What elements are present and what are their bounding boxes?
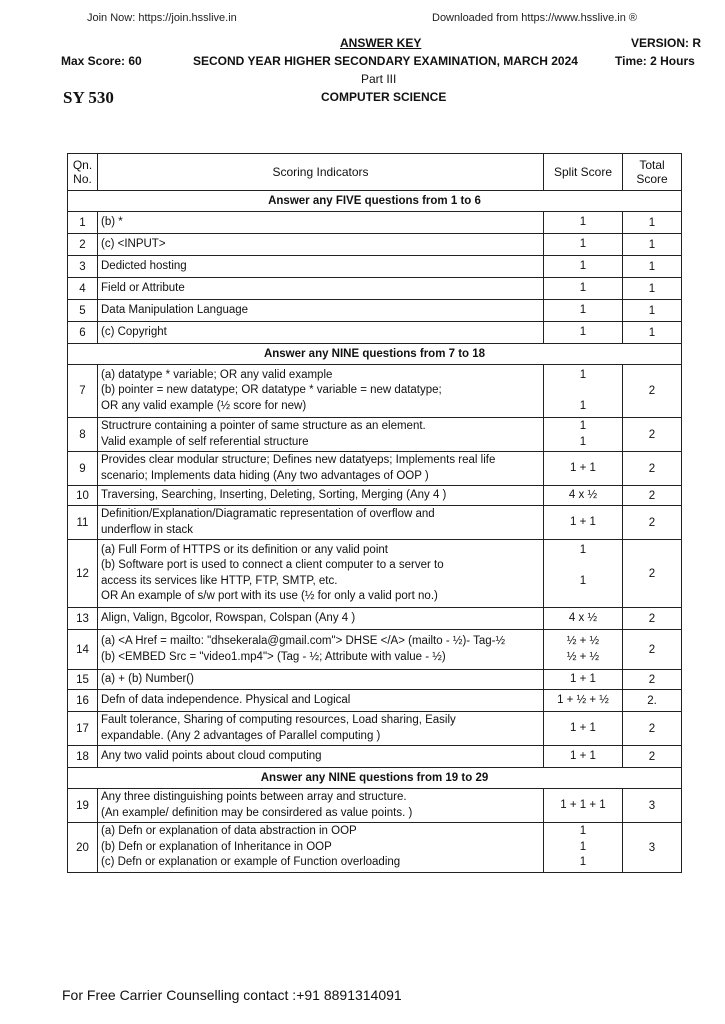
table-row <box>68 630 682 670</box>
header-total-score: Total Score <box>623 154 682 191</box>
total-score: 2 <box>623 746 682 768</box>
part-label: Part III <box>361 72 397 86</box>
time-label: Time: 2 Hours <box>615 54 695 68</box>
split-score <box>544 486 623 506</box>
split-score-value: 1 <box>579 215 587 228</box>
header-scoring-indicators: Scoring Indicators <box>98 154 544 191</box>
indicator-line: (a) datatype * variable; OR any valid example <box>101 368 333 381</box>
total-score: 2 <box>623 452 682 486</box>
scoring-indicator <box>98 418 544 452</box>
split-score-value: ½ + ½ <box>566 635 600 647</box>
split-score <box>544 746 623 768</box>
split-score <box>544 608 623 630</box>
section-heading: Answer any NINE questions from 7 to 18 <box>68 344 682 365</box>
split-score-value <box>547 383 619 399</box>
table-row <box>68 418 682 452</box>
indicator-line: Provides clear modular structure; Defines new datatyeps; Implements real life <box>101 454 496 466</box>
total-score: 2 <box>623 506 682 540</box>
question-number: 19 <box>68 789 98 823</box>
total-score: 2 <box>623 670 682 690</box>
split-score-value: 1 <box>579 325 587 338</box>
split-score-value: 1 + 1 <box>570 515 596 528</box>
split-score-value: 1 <box>579 435 587 448</box>
scoring-indicator <box>98 486 544 506</box>
table-row <box>68 670 682 690</box>
indicator-line: (b) Software port is used to connect a client computer to a server to <box>101 559 444 571</box>
split-score-value <box>547 589 619 605</box>
indicator-line: (b) Defn or explanation of Inheritance in OOP <box>101 840 332 853</box>
table-row <box>68 256 682 278</box>
indicator-line: Traversing, Searching, Inserting, Deleting, Sorting, Merging (Any 4 ) <box>101 488 447 501</box>
scoring-indicator <box>98 506 544 540</box>
indicator-line: Fault tolerance, Sharing of computing resources, Load sharing, Easily <box>101 714 456 726</box>
paper-code: SY 530 <box>63 88 114 107</box>
max-score-label: Max Score: 60 <box>61 54 142 68</box>
total-score: 2 <box>623 608 682 630</box>
scoring-indicator <box>98 608 544 630</box>
table-row <box>68 540 682 608</box>
question-number: 12 <box>68 540 98 608</box>
table-row <box>68 234 682 256</box>
header-split-score: Split Score <box>544 154 623 191</box>
indicator-line: (a) Full Form of HTTPS or its definition or any valid point <box>101 543 388 556</box>
split-score-value <box>547 558 619 574</box>
table-row <box>68 789 682 823</box>
scoring-indicator <box>98 322 544 344</box>
indicator-line: scenario; Implements data hiding (Any two advantages of OOP ) <box>101 469 429 482</box>
indicator-line: (a) + (b) Number() <box>101 672 194 685</box>
indicator-line: OR any valid example (½ score for new) <box>101 399 307 412</box>
scoring-indicator <box>98 212 544 234</box>
split-score-value: 1 <box>579 574 587 587</box>
question-number: 20 <box>68 823 98 873</box>
total-score: 1 <box>623 256 682 278</box>
indicator-line: (b) pointer = new datatype; OR datatype * variable = new datatype; <box>101 384 442 397</box>
indicator-line: expandable. (Any 2 advantages of Parallel computing ) <box>101 729 381 742</box>
indicator-line: (a) Defn or explanation of data abstraction in OOP <box>101 825 357 838</box>
scoring-indicator <box>98 712 544 746</box>
split-score <box>544 690 623 712</box>
total-score: 2 <box>623 712 682 746</box>
split-score-value: 1 <box>579 399 587 412</box>
indicator-line: Valid example of self referential structure <box>101 435 309 448</box>
indicator-line: Dedicted hosting <box>101 259 187 272</box>
split-score <box>544 234 623 256</box>
scoring-indicator <box>98 789 544 823</box>
total-score: 2 <box>623 418 682 452</box>
total-score: 1 <box>623 234 682 256</box>
split-score-value: 1 <box>579 259 587 272</box>
total-score: 1 <box>623 300 682 322</box>
split-score-value: 1 + 1 + 1 <box>560 798 606 811</box>
indicator-line: OR An example of s/w port with its use (½ for only a valid port no.) <box>101 590 438 602</box>
indicator-line: Any three distinguishing points between array and structure. <box>101 791 407 803</box>
table-row <box>68 823 682 873</box>
question-number: 5 <box>68 300 98 322</box>
join-link-text: Join Now: https://join.hsslive.in <box>87 12 237 24</box>
indicator-line: Data Manipulation Language <box>101 303 249 316</box>
indicator-line: Structrure containing a pointer of same structure as an element. <box>101 420 426 432</box>
question-number: 8 <box>68 418 98 452</box>
split-score <box>544 452 623 486</box>
table-row <box>68 212 682 234</box>
section-heading: Answer any FIVE questions from 1 to 6 <box>68 191 682 212</box>
question-number: 16 <box>68 690 98 712</box>
indicator-line: (An example/ definition may be consirdered as value points. ) <box>101 806 413 819</box>
indicator-line: Field or Attribute <box>101 281 185 294</box>
split-score <box>544 712 623 746</box>
split-score <box>544 278 623 300</box>
total-score: 1 <box>623 322 682 344</box>
split-score-value: 1 + 1 <box>570 721 596 734</box>
split-score <box>544 256 623 278</box>
question-number: 14 <box>68 630 98 670</box>
indicator-line: Align, Valign, Bgcolor, Rowspan, Colspan (Any 4 ) <box>101 611 356 624</box>
total-score: 1 <box>623 278 682 300</box>
question-number: 10 <box>68 486 98 506</box>
total-score: 3 <box>623 823 682 873</box>
table-row <box>68 365 682 418</box>
scoring-indicator <box>98 278 544 300</box>
section-heading: Answer any NINE questions from 19 to 29 <box>68 768 682 789</box>
total-score: 2 <box>623 630 682 670</box>
table-row <box>68 506 682 540</box>
indicator-line: access its services like HTTP, FTP, SMTP, etc. <box>101 574 338 587</box>
question-number: 17 <box>68 712 98 746</box>
table-body <box>68 191 682 873</box>
split-score <box>544 212 623 234</box>
split-score-value: ½ + ½ <box>566 650 600 663</box>
split-score-value: 1 + 1 <box>570 461 596 474</box>
split-score <box>544 322 623 344</box>
split-score-value: 1 + 1 <box>570 672 596 685</box>
footer-counselling-contact: For Free Carrier Counselling contact :+91 8891314091 <box>62 987 402 1003</box>
table-row <box>68 608 682 630</box>
scoring-indicator <box>98 746 544 768</box>
indicator-line: Defn of data independence. Physical and Logical <box>101 693 351 706</box>
split-score-value: 4 x ½ <box>568 611 598 624</box>
indicator-line: Definition/Explanation/Diagramatic representation of overflow and <box>101 508 435 520</box>
split-score-value: 1 <box>579 825 587 838</box>
split-score <box>544 540 623 608</box>
split-score-value: 1 + ½ + ½ <box>557 693 609 706</box>
split-score-value: 1 <box>579 281 587 294</box>
question-number: 6 <box>68 322 98 344</box>
indicator-line: (c) <INPUT> <box>101 237 166 250</box>
total-score: 2 <box>623 365 682 418</box>
subject-title: COMPUTER SCIENCE <box>321 90 447 104</box>
split-score <box>544 789 623 823</box>
question-number: 2 <box>68 234 98 256</box>
downloaded-from-text: Downloaded from https://www.hsslive.in ® <box>432 12 637 24</box>
scoring-indicator <box>98 823 544 873</box>
question-number: 18 <box>68 746 98 768</box>
table-row <box>68 322 682 344</box>
indicator-line: Any two valid points about cloud computing <box>101 749 322 762</box>
table-row <box>68 278 682 300</box>
split-score-value: 4 x ½ <box>568 488 598 501</box>
scoring-indicator <box>98 300 544 322</box>
question-number: 1 <box>68 212 98 234</box>
scoring-indicator <box>98 234 544 256</box>
table-row <box>68 300 682 322</box>
split-score-value: 1 <box>579 303 587 316</box>
version-label: VERSION: R <box>631 36 702 50</box>
split-score <box>544 823 623 873</box>
split-score-value: 1 <box>579 543 587 556</box>
question-number: 15 <box>68 670 98 690</box>
answer-key-title: ANSWER KEY <box>340 36 422 50</box>
total-score: 1 <box>623 212 682 234</box>
table-row <box>68 452 682 486</box>
scoring-indicator <box>98 690 544 712</box>
indicator-line: (b) * <box>101 215 123 228</box>
total-score: 2 <box>623 486 682 506</box>
split-score-value: 1 <box>579 368 587 381</box>
table-row <box>68 486 682 506</box>
indicator-line: (a) <A Href = mailto: "dhsekerala@gmail.com"> DHSE </A> (mailto - ½)- Tag-½ <box>101 635 506 647</box>
total-score: 2. <box>623 690 682 712</box>
split-score-value: 1 <box>579 420 587 432</box>
table-row <box>68 746 682 768</box>
question-number: 7 <box>68 365 98 418</box>
split-score <box>544 300 623 322</box>
total-score: 2 <box>623 540 682 608</box>
split-score <box>544 365 623 418</box>
split-score <box>544 670 623 690</box>
split-score <box>544 418 623 452</box>
header-qn-no: Qn. No. <box>68 154 98 191</box>
scoring-indicator <box>98 670 544 690</box>
table-row <box>68 690 682 712</box>
split-score <box>544 506 623 540</box>
scoring-indicator <box>98 452 544 486</box>
split-score-value: 1 + 1 <box>570 749 596 762</box>
scoring-indicator <box>98 630 544 670</box>
question-number: 13 <box>68 608 98 630</box>
question-number: 3 <box>68 256 98 278</box>
question-number: 11 <box>68 506 98 540</box>
indicator-line: (c) Copyright <box>101 325 167 338</box>
indicator-line: underflow in stack <box>101 523 194 536</box>
scoring-indicator <box>98 540 544 608</box>
split-score <box>544 630 623 670</box>
scoring-indicator <box>98 256 544 278</box>
total-score: 3 <box>623 789 682 823</box>
split-score-value: 1 <box>579 856 587 869</box>
question-number: 4 <box>68 278 98 300</box>
split-score-value: 1 <box>579 840 587 853</box>
split-score-value: 1 <box>579 237 587 250</box>
indicator-line: (c) Defn or explanation or example of Function overloading <box>101 856 401 869</box>
scoring-indicator <box>98 365 544 418</box>
table-row <box>68 712 682 746</box>
exam-title: SECOND YEAR HIGHER SECONDARY EXAMINATION, MARCH 2024 <box>193 54 578 68</box>
answer-key-table <box>67 153 682 873</box>
indicator-line: (b) <EMBED Src = "video1.mp4"> (Tag - ½; Attribute with value - ½) <box>101 650 446 663</box>
question-number: 9 <box>68 452 98 486</box>
